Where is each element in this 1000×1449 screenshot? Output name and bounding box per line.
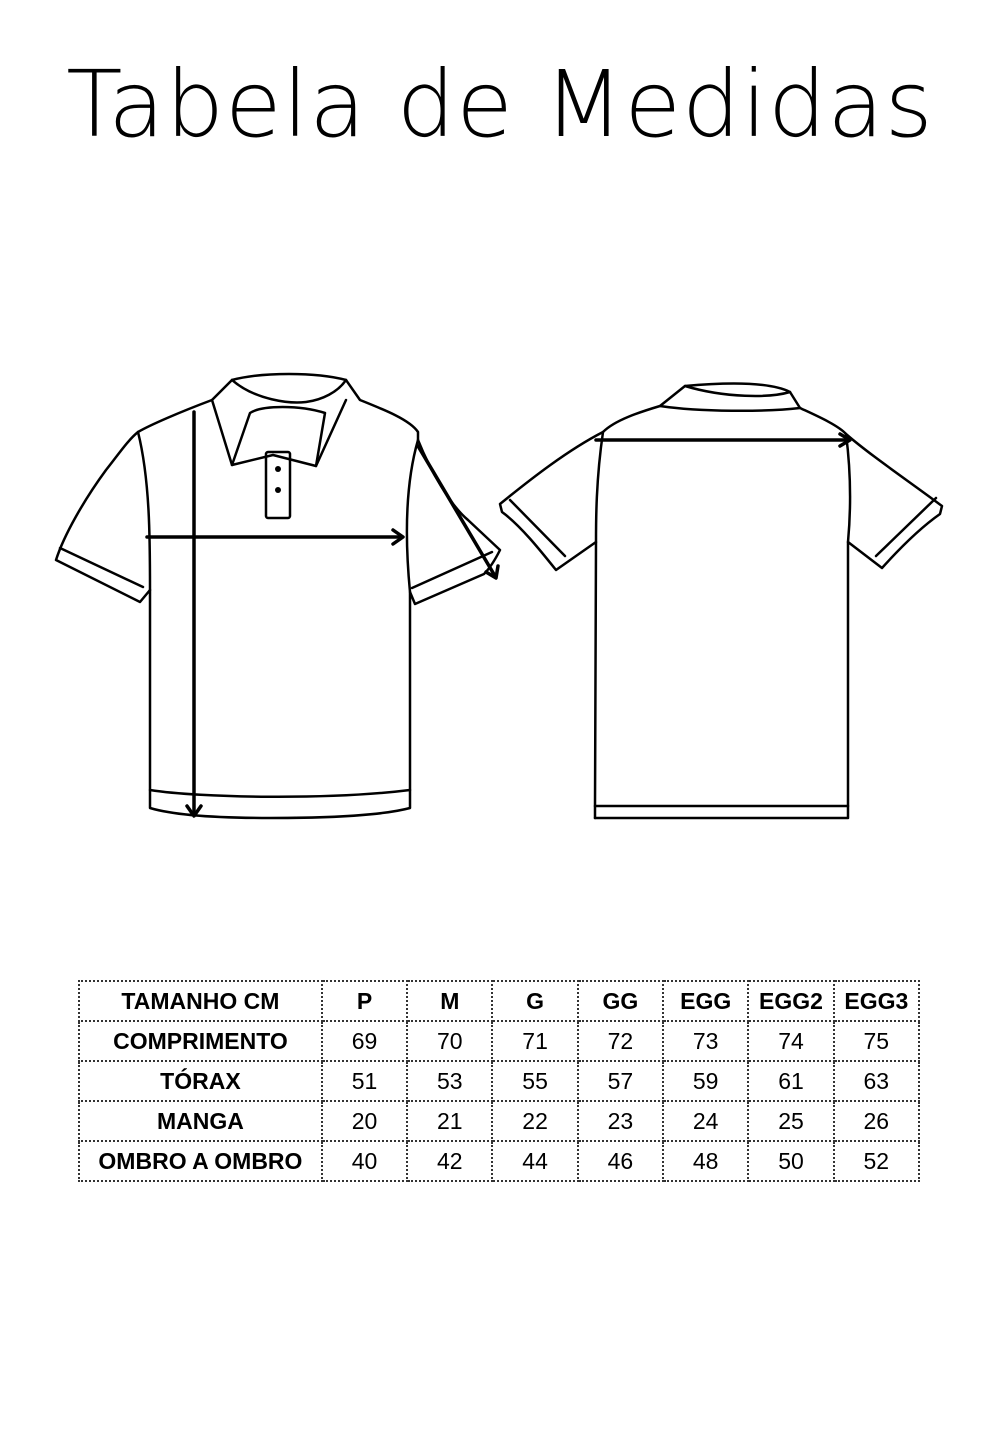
table-cell: 44 bbox=[492, 1141, 577, 1181]
table-cell: 71 bbox=[492, 1021, 577, 1061]
table-cell: 25 bbox=[748, 1101, 833, 1141]
ombro-a-ombro-arrow-icon bbox=[596, 434, 850, 446]
table-cell: 75 bbox=[834, 1021, 919, 1061]
table-cell: 70 bbox=[407, 1021, 492, 1061]
row-label: MANGA bbox=[79, 1101, 322, 1141]
table-cell: 55 bbox=[492, 1061, 577, 1101]
table-cell: 73 bbox=[663, 1021, 748, 1061]
table-cell: 22 bbox=[492, 1101, 577, 1141]
table-cell: 21 bbox=[407, 1101, 492, 1141]
size-header: G bbox=[492, 981, 577, 1021]
table-row bbox=[79, 1101, 919, 1141]
table-header-label: TAMANHO CM bbox=[79, 981, 322, 1021]
table-row bbox=[79, 1021, 919, 1061]
table-row bbox=[79, 1141, 919, 1181]
table-cell: 51 bbox=[322, 1061, 407, 1101]
page-title: Tabela de Medidas bbox=[66, 51, 934, 158]
front-shirt-icon bbox=[56, 374, 500, 818]
table-cell: 46 bbox=[578, 1141, 663, 1181]
table-cell: 63 bbox=[834, 1061, 919, 1101]
table-cell: 48 bbox=[663, 1141, 748, 1181]
size-header: M bbox=[407, 981, 492, 1021]
size-header: EGG3 bbox=[834, 981, 919, 1021]
size-header: EGG2 bbox=[748, 981, 833, 1021]
comprimento-arrow-icon bbox=[187, 412, 201, 816]
table-cell: 59 bbox=[663, 1061, 748, 1101]
back-shirt-icon bbox=[500, 384, 942, 818]
table-cell: 72 bbox=[578, 1021, 663, 1061]
row-label: TÓRAX bbox=[79, 1061, 322, 1101]
table-cell: 74 bbox=[748, 1021, 833, 1061]
table-cell: 20 bbox=[322, 1101, 407, 1141]
table-cell: 57 bbox=[578, 1061, 663, 1101]
table-cell: 61 bbox=[748, 1061, 833, 1101]
table-cell: 23 bbox=[578, 1101, 663, 1141]
row-label: OMBRO A OMBRO bbox=[79, 1141, 322, 1181]
shirt-diagram bbox=[0, 340, 1000, 860]
manga-arrow-icon bbox=[418, 446, 498, 578]
size-table bbox=[78, 980, 920, 1182]
size-header: GG bbox=[578, 981, 663, 1021]
row-label: COMPRIMENTO bbox=[79, 1021, 322, 1061]
torax-arrow-icon bbox=[147, 530, 403, 544]
table-header-row bbox=[79, 981, 919, 1021]
table-row bbox=[79, 1061, 919, 1101]
table-cell: 40 bbox=[322, 1141, 407, 1181]
size-header: EGG bbox=[663, 981, 748, 1021]
table-cell: 26 bbox=[834, 1101, 919, 1141]
table-cell: 52 bbox=[834, 1141, 919, 1181]
table-cell: 69 bbox=[322, 1021, 407, 1061]
table-cell: 53 bbox=[407, 1061, 492, 1101]
table-cell: 50 bbox=[748, 1141, 833, 1181]
table-cell: 24 bbox=[663, 1101, 748, 1141]
size-header: P bbox=[322, 981, 407, 1021]
table-cell: 42 bbox=[407, 1141, 492, 1181]
